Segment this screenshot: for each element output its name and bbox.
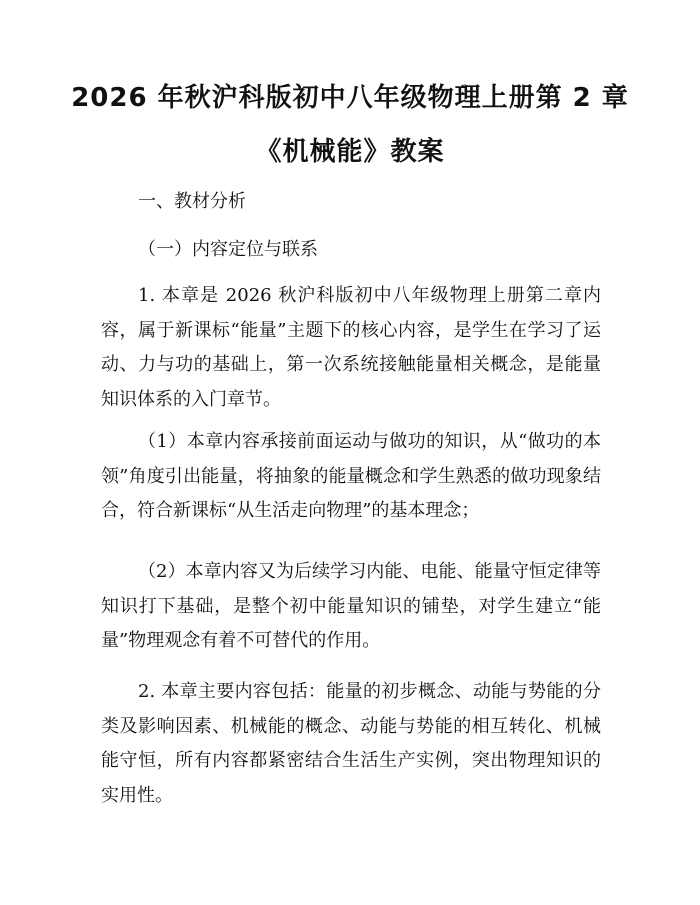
document-title-line-2: 《机械能》教案 [255,137,445,167]
document-title-line-1: 2026 年秋沪科版初中八年级物理上册第 2 章 [71,83,629,113]
section-heading: 一、教材分析 [138,191,246,212]
paragraph-4: 2. 本章主要内容包括：能量的初步概念、动能与势能的分类及影响因素、机械能的概念、动能与势能的相互转化、机械能守恒，所有内容都紧密结合生活生产实例，突出物理知识的实用性。 [101,681,601,806]
paragraph-2: （1）本章内容承接前面运动与做功的知识，从“做功的本领”角度引出能量，将抽象的能量概念和学生熟悉的做功现象结合，符合新课标“从生活走向物理”的基本理念； [101,431,601,521]
paragraph-3: （2）本章内容又为后续学习内能、电能、能量守恒定律等知识打下基础，是整个初中能量知识的铺垫，对学生建立“能量”物理观念有着不可替代的作用。 [101,561,601,651]
subsection-heading: （一）内容定位与联系 [138,239,318,260]
paragraph-1: 1. 本章是 2026 秋沪科版初中八年级物理上册第二章内容，属于新课标“能量”主题下的核心内容，是学生在学习了运动、力与功的基础上，第一次系统接触能量相关概念，是能量知识体系的入门章节。 [101,285,601,410]
